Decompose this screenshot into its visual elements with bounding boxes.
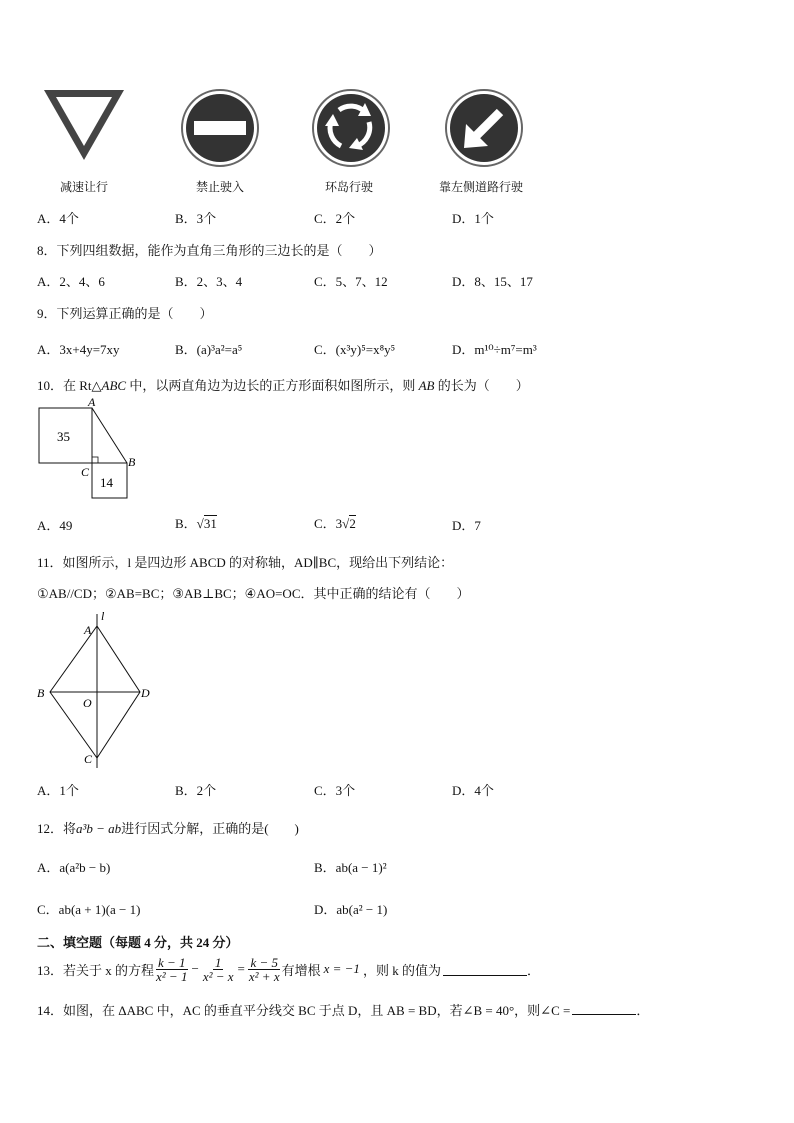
q13-f2-num: 1 xyxy=(214,954,222,970)
q11-option-b[interactable]: B．2个 xyxy=(175,783,217,798)
q14-text: 14．如图，在 ΔABC 中，AC 的垂直平分线交 BC 于点 D，且 AB = BD，若∠B = 40°，则∠C = xyxy=(37,1003,571,1018)
q12-option-a[interactable]: A．a(a²b − b) xyxy=(37,860,111,875)
q13-post: ，则 k 的值为 xyxy=(362,962,441,978)
q13-f2-den: x² − x xyxy=(202,968,234,984)
q10-option-b[interactable] xyxy=(175,513,217,532)
q10-option-b-label: B． xyxy=(175,516,197,531)
sign-label-no-entry: 禁止驶入 xyxy=(196,180,245,194)
q9-option-a[interactable]: A．3x+4y=7xy xyxy=(37,342,120,357)
q9-option-b[interactable]: B．(a)³a²=a⁵ xyxy=(175,342,243,357)
q10-stem-pre: 10．在 Rt△ xyxy=(37,378,102,393)
sign-label-yield: 减速让行 xyxy=(60,180,109,194)
q13-condition: x = −1 xyxy=(323,961,360,976)
q14-end: ． xyxy=(636,1003,650,1018)
q13-fraction-3 xyxy=(247,956,282,983)
q10-option-c[interactable] xyxy=(314,513,356,532)
sign-label-roundabout: 环岛行驶 xyxy=(325,180,374,194)
sign-no-entry xyxy=(180,88,260,168)
q12-option-b[interactable]: B．ab(a − 1)² xyxy=(314,860,387,875)
q11-fig-point-o: O xyxy=(83,696,92,710)
q7-option-b[interactable]: B．3个 xyxy=(175,211,217,226)
q11-fig-line-l: l xyxy=(101,609,105,623)
q9-option-d[interactable]: D．m¹⁰÷m⁷=m³ xyxy=(452,342,537,357)
q10-stem-ab: AB xyxy=(418,378,435,393)
q10-option-c-label: C．3 xyxy=(314,516,343,531)
q10-stem-post: 的长为（ ） xyxy=(434,378,529,393)
q7-option-d[interactable]: D．1个 xyxy=(452,211,494,226)
q10-option-b-radicand: 31 xyxy=(203,516,217,531)
q11-fig-point-d: D xyxy=(141,686,150,700)
q13-minus: − xyxy=(191,961,199,976)
q11-figure xyxy=(30,608,160,773)
q11-option-a[interactable]: A．1个 xyxy=(37,783,79,798)
q14-answer-blank[interactable] xyxy=(572,1002,636,1015)
q13-pre: 13．若关于 x 的方程 xyxy=(37,962,155,978)
q14-line xyxy=(37,1000,649,1019)
q13-f3-den: x² + x xyxy=(248,968,280,984)
q13-end: ． xyxy=(526,962,540,978)
q10-fig-point-c: C xyxy=(81,465,90,479)
q12-option-c[interactable]: C．ab(a + 1)(a − 1) xyxy=(37,902,141,917)
q13-answer-blank[interactable] xyxy=(443,963,527,976)
q11-stem: 11．如图所示，l 是四边形 ABCD 的对称轴，AD∥BC，现给出下列结论： xyxy=(37,555,454,570)
q9-option-c[interactable]: C．(x³y)⁵=x⁸y⁵ xyxy=(314,342,396,357)
q7-option-a[interactable]: A．4个 xyxy=(37,211,79,226)
q11-fig-point-b: B xyxy=(37,686,45,700)
q10-option-c-radicand: 2 xyxy=(349,516,356,531)
q10-option-a[interactable]: A．49 xyxy=(37,518,73,533)
q12-expr: a³b − ab xyxy=(76,821,122,836)
sign-yield xyxy=(40,86,128,166)
q11-fig-point-c: C xyxy=(84,752,93,766)
sign-label-keep-left: 靠左侧道路行驶 xyxy=(439,180,524,194)
yield-triangle-icon xyxy=(40,86,128,166)
q10-fig-label-14: 14 xyxy=(100,475,113,490)
q8-option-b[interactable]: B．2、3、4 xyxy=(175,274,243,289)
q12-stem xyxy=(37,818,299,837)
q10-fig-point-b: B xyxy=(128,455,136,469)
q13-fraction-1 xyxy=(154,956,189,983)
q13-f3-num: k − 5 xyxy=(250,954,278,970)
sign-roundabout xyxy=(311,88,391,168)
q9-stem: 9．下列运算正确的是（ ） xyxy=(37,306,213,321)
q13-f1-num: k − 1 xyxy=(157,954,186,970)
no-entry-icon xyxy=(180,88,260,168)
q8-stem: 8．下列四组数据，能作为直角三角形的三边长的是（ ） xyxy=(37,243,382,258)
q12-stem-pre: 12．将 xyxy=(37,821,77,836)
keep-left-arrow-icon xyxy=(444,88,524,168)
q10-fig-point-a: A xyxy=(88,395,96,409)
q13-mid: 有增根 xyxy=(281,962,321,978)
q7-option-c[interactable]: C．2个 xyxy=(314,211,356,226)
q13-fraction-2 xyxy=(201,956,236,983)
q11-option-c[interactable]: C．3个 xyxy=(314,783,356,798)
q8-option-c[interactable]: C．5、7、12 xyxy=(314,274,388,289)
sign-keep-left xyxy=(444,88,524,168)
q8-option-d[interactable]: D．8、15、17 xyxy=(452,274,533,289)
q10-stem xyxy=(37,375,529,394)
q10-stem-mid: 中，以两直角边为边长的正方形面积如图所示，则 xyxy=(126,378,419,393)
q13-equals: = xyxy=(237,961,245,976)
section-heading-fill-blank: 二、填空题（每题 4 分，共 24 分） xyxy=(37,935,239,950)
q10-figure xyxy=(30,395,150,505)
roundabout-icon xyxy=(311,88,391,168)
q13-f1-den: x² − 1 xyxy=(156,968,188,984)
q12-option-d[interactable]: D．ab(a² − 1) xyxy=(314,902,388,917)
q13-line xyxy=(37,951,540,987)
q8-option-a[interactable]: A．2、4、6 xyxy=(37,274,105,289)
q10-fig-label-35: 35 xyxy=(57,429,70,444)
q11-fig-point-a: A xyxy=(84,623,92,637)
sqrt-icon: √ xyxy=(196,516,204,531)
q11-conclusions: ①AB//CD；②AB=BC；③AB⊥BC；④AO=OC．其中正确的结论有（ ） xyxy=(37,586,470,601)
q12-stem-post: 进行因式分解，正确的是( ) xyxy=(121,821,299,836)
q10-stem-abc: ABC xyxy=(101,378,127,393)
q11-option-d[interactable]: D．4个 xyxy=(452,783,494,798)
q10-option-d[interactable]: D．7 xyxy=(452,518,481,533)
sqrt-icon: √ xyxy=(342,516,350,531)
